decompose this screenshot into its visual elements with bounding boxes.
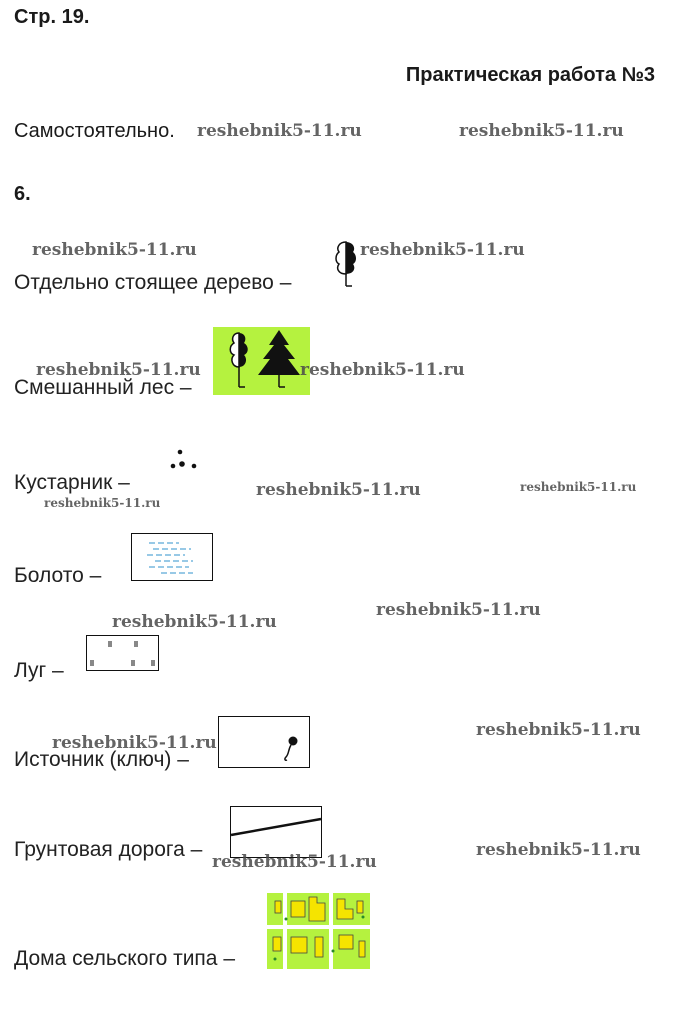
page-reference: Стр. 19. [14, 6, 90, 28]
watermark: reshebnik5-11.ru [44, 496, 161, 510]
label-shrub: Кустарник – [14, 471, 130, 494]
label-single-tree: Отдельно стоящее дерево – [14, 271, 292, 294]
task-number: 6. [14, 183, 31, 205]
spring-icon [218, 716, 310, 768]
label-spring: Источник (ключ) – [14, 748, 189, 771]
label-rural-houses: Дома сельского типа – [14, 947, 235, 970]
dirt-road-icon [230, 806, 322, 858]
watermark: reshebnik5-11.ru [459, 121, 624, 141]
watermark: reshebnik5-11.ru [476, 720, 641, 740]
watermark: reshebnik5-11.ru [32, 240, 197, 260]
watermark: reshebnik5-11.ru [520, 480, 637, 494]
label-meadow: Луг – [14, 659, 64, 682]
page-title: Практическая работа №3 [405, 64, 655, 86]
meadow-icon [86, 635, 159, 671]
watermark: reshebnik5-11.ru [360, 240, 525, 260]
shrub-icon [168, 446, 200, 472]
watermark: reshebnik5-11.ru [36, 360, 201, 380]
label-dirt-road: Грунтовая дорога – [14, 838, 203, 861]
rural-houses-icon [267, 893, 370, 969]
watermark: reshebnik5-11.ru [376, 600, 541, 620]
single-tree-icon [333, 240, 359, 288]
label-swamp: Болото – [14, 564, 102, 587]
swamp-icon [131, 533, 213, 581]
watermark: reshebnik5-11.ru [112, 612, 277, 632]
watermark: reshebnik5-11.ru [256, 480, 421, 500]
intro-text: Самостоятельно. [14, 120, 175, 142]
label-mixed-forest: Смешанный лес – [14, 376, 192, 399]
mixed-forest-icon [213, 327, 310, 395]
watermark: reshebnik5-11.ru [476, 840, 641, 860]
watermark: reshebnik5-11.ru [300, 360, 465, 380]
watermark: reshebnik5-11.ru [197, 121, 362, 141]
watermark: reshebnik5-11.ru [212, 852, 377, 872]
watermark: reshebnik5-11.ru [52, 733, 217, 753]
